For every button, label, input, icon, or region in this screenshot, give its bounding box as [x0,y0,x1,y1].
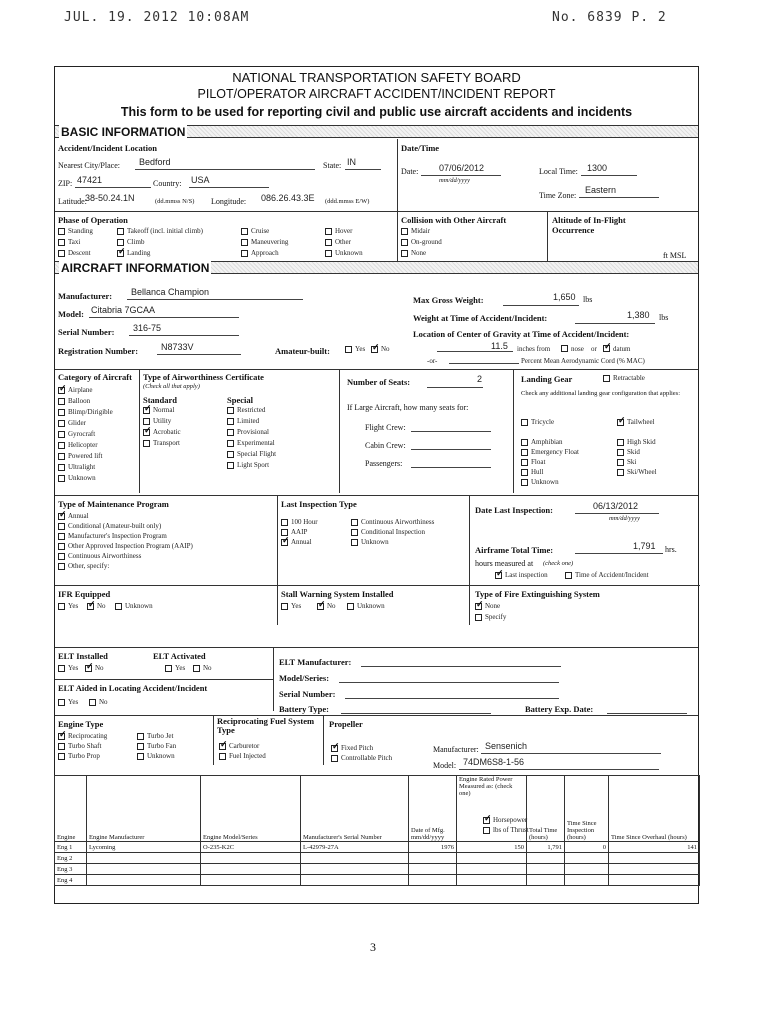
phase-standing-checkbox[interactable] [58,228,65,235]
stall-warning-header: Stall Warning System Installed [281,589,394,599]
phase-landing-checkbox[interactable] [117,250,124,257]
fire-specify-checkbox[interactable] [475,614,482,621]
elt-aided-header: ELT Aided in Locating Accident/Incident [58,683,208,693]
engine-cell-mfr[interactable] [87,853,201,864]
engine-cell-total[interactable] [527,875,565,886]
phase-descent-checkbox[interactable] [58,250,65,257]
elt-aided-no-checkbox[interactable] [89,699,96,706]
phase-approach-checkbox[interactable] [241,250,248,257]
amateur-yes-checkbox[interactable] [345,346,352,353]
category-label: Blimp/Dirigible [68,408,113,416]
engine-cell-serial[interactable]: L-42979-27A [301,842,409,853]
category-header: Category of Aircraft [58,372,132,382]
zip-field[interactable]: 47421 [77,175,103,185]
engine-cell-eng: Eng 4 [55,875,87,886]
collision-header: Collision with Other Aircraft [401,215,507,225]
maint-other-checkbox[interactable] [58,563,65,570]
gear-amphibian-checkbox[interactable] [521,439,528,446]
engine-cell-date[interactable] [409,864,457,875]
ifr-yes-checkbox[interactable] [58,603,65,610]
accident-weight-field[interactable]: 1,380 [627,310,650,320]
latitude-field[interactable]: 38-50.24.1N [85,193,135,203]
airworthiness-header: Type of Airworthiness Certificate [143,372,264,382]
aw-restricted-checkbox[interactable] [227,407,234,414]
ifr-unknown-checkbox[interactable] [115,603,122,610]
phase-unknown-checkbox[interactable] [325,250,332,257]
last-conditional-checkbox[interactable] [351,529,358,536]
fire-none-checkbox[interactable] [475,603,482,610]
location-header: Accident/Incident Location [58,143,157,153]
category-airplane-checkbox[interactable] [58,387,65,394]
fax-datetime: JUL. 19. 2012 10:08AM [64,10,250,25]
engine-unknown-checkbox[interactable] [137,753,144,760]
page-number: 3 [370,940,376,954]
engine-table: Engine Engine Manufacturer Engine Model/Series Manufacturer's Serial Number Date of Mfg. mm/dd/yyyy Engine Rated Power Measured as: (check one) Total Time (hours) Time Since Inspection (hours) Time Since Overhaul (hours) Eng 1 Lycoming O-235-K2C L-42979-27A 1976 150 1,791 0 141 Eng 2 Eng 3 Eng 4 [54,775,700,886]
engine-cell-model[interactable] [201,875,301,886]
prop-controllable-checkbox[interactable] [331,755,338,762]
elt-activated-no-checkbox[interactable] [193,665,200,672]
stall-unknown-checkbox[interactable] [347,603,354,610]
category-label: Gyrocraft [68,430,96,438]
aw-transport-checkbox[interactable] [143,440,150,447]
max-gross-weight-field[interactable]: 1,650 [553,292,576,302]
maint-aaip-checkbox[interactable] [58,543,65,550]
gear-hull-checkbox[interactable] [521,469,528,476]
fire-extinguishing-header: Type of Fire Extinguishing System [475,589,600,599]
maintenance-header: Type of Maintenance Program [58,499,169,509]
gear-emergency-float-checkbox[interactable] [521,449,528,456]
section-aircraft-information: AIRCRAFT INFORMATION [55,261,698,274]
category-label: Helicopter [68,441,98,449]
engine-cell-date[interactable] [409,853,457,864]
engine-cell-serial[interactable] [301,864,409,875]
fuel-carburetor-checkbox[interactable] [219,743,226,750]
city-field[interactable]: Bedford [139,157,171,167]
phase-maneuvering-checkbox[interactable] [241,239,248,246]
phase-hover-checkbox[interactable] [325,228,332,235]
table-row [55,853,700,864]
engine-cell-eng: Eng 3 [55,864,87,875]
datetime-header: Date/Time [401,143,440,153]
phase-header: Phase of Operation [58,215,128,225]
aw-special-flight-checkbox[interactable] [227,451,234,458]
last-100hour-checkbox[interactable] [281,519,288,526]
elt-activated-yes-checkbox[interactable] [165,665,172,672]
category-label: Balloon [68,397,91,405]
maint-annual-checkbox[interactable] [58,513,65,520]
engine-cell-total[interactable]: 1,791 [527,842,565,853]
engine-cell-power[interactable] [457,875,527,886]
table-row [55,842,700,853]
propeller-header: Propeller [329,719,363,729]
landing-gear-header: Landing Gear [521,374,573,384]
engine-cell-mfr[interactable]: Lycoming [87,842,201,853]
form-title-agency: NATIONAL TRANSPORTATION SAFETY BOARD [232,70,521,85]
ifr-header: IFR Equipped [58,589,111,599]
gear-tricycle-checkbox[interactable] [521,419,528,426]
date-field[interactable]: 07/06/2012 [439,163,485,173]
category-helicopter-checkbox[interactable] [58,442,65,449]
aw-experimental-checkbox[interactable] [227,440,234,447]
power-horsepower-checkbox[interactable] [483,817,490,824]
engine-turboshaft-checkbox[interactable] [58,743,65,750]
aw-utility-checkbox[interactable] [143,418,150,425]
category-ultralight-checkbox[interactable] [58,464,65,471]
collision-midair-checkbox[interactable] [401,228,408,235]
power-thrust-checkbox[interactable] [483,827,490,834]
fax-number: No. 6839 P. 2 [552,10,667,25]
gear-unknown-checkbox[interactable] [521,479,528,486]
category-label: Powered lift [68,452,103,460]
gear-ski-wheel-checkbox[interactable] [617,469,624,476]
prop-fixed-checkbox[interactable] [331,745,338,752]
aw-normal-checkbox[interactable] [143,407,150,414]
engine-reciprocating-checkbox[interactable] [58,733,65,740]
engine-cell-insp[interactable] [565,853,609,864]
last-inspection-date-field[interactable]: 06/13/2012 [593,501,639,511]
maint-continuous-checkbox[interactable] [58,553,65,560]
gear-retractable-checkbox[interactable] [603,375,610,382]
aw-limited-checkbox[interactable] [227,418,234,425]
engine-cell-ovh[interactable] [609,864,700,875]
state-field[interactable]: IN [347,157,356,167]
phase-other-checkbox[interactable] [325,239,332,246]
fuel-system-header: Reciprocating Fuel System Type [217,716,315,735]
phase-cruise-checkbox[interactable] [241,228,248,235]
aw-acrobatic-checkbox[interactable] [143,429,150,436]
gear-skid-checkbox[interactable] [617,449,624,456]
engine-cell-mfr[interactable] [87,875,201,886]
hm-time-accident-checkbox[interactable] [565,572,572,579]
table-row [55,875,700,886]
phase-taxi-checkbox[interactable] [58,239,65,246]
local-time-field[interactable]: 1300 [587,163,608,173]
category-label: Ultralight [68,463,96,471]
cg-nose-checkbox[interactable] [561,345,568,352]
category-gyrocraft-checkbox[interactable] [58,431,65,438]
aircraft-manufacturer-field[interactable]: Bellanca Champion [131,287,210,297]
hm-last-inspection-checkbox[interactable] [495,572,502,579]
aw-provisional-checkbox[interactable] [227,429,234,436]
category-blimp-dirigible-checkbox[interactable] [58,409,65,416]
stall-no-checkbox[interactable] [317,603,324,610]
engine-cell-serial[interactable] [301,875,409,886]
engine-cell-power[interactable]: 150 [457,842,527,853]
engine-cell-power[interactable] [457,853,527,864]
prop-manufacturer-field[interactable]: Sensenich [485,741,528,751]
engine-cell-ovh[interactable] [609,853,700,864]
amateur-no-checkbox[interactable] [371,346,378,353]
engine-cell-power[interactable] [457,864,527,875]
airframe-total-time-field[interactable]: 1,791 [633,541,656,551]
engine-cell-insp[interactable] [565,875,609,886]
engine-cell-ovh[interactable] [609,875,700,886]
gear-ski-checkbox[interactable] [617,459,624,466]
engine-cell-model[interactable] [201,864,301,875]
engine-cell-mfr[interactable] [87,864,201,875]
elt-installed-no-checkbox[interactable] [85,665,92,672]
maint-manufacturer-checkbox[interactable] [58,533,65,540]
phase-takeoff-checkbox[interactable] [117,228,124,235]
table-row [55,864,700,875]
engine-cell-total[interactable] [527,864,565,875]
engine-cell-eng: Eng 2 [55,853,87,864]
elt-activated-header: ELT Activated [153,651,206,661]
engine-cell-eng: Eng 1 [55,842,87,853]
collision-none-checkbox[interactable] [401,250,408,257]
engine-cell-ovh[interactable]: 141 [609,842,700,853]
aircraft-model-field[interactable]: Citabria 7GCAA [91,305,156,315]
engine-type-header: Engine Type [58,719,104,729]
gear-high-skid-checkbox[interactable] [617,439,624,446]
section-basic-information: BASIC INFORMATION [55,125,698,138]
last-annual-checkbox[interactable] [281,539,288,546]
engine-cell-model[interactable] [201,853,301,864]
altitude-header: Altitude of In-Flight Occurrence [552,215,626,235]
last-continuous-checkbox[interactable] [351,519,358,526]
registration-field[interactable]: N8733V [161,342,194,352]
engine-turboprop-checkbox[interactable] [58,753,65,760]
maint-conditional-checkbox[interactable] [58,523,65,530]
cg-datum-checkbox[interactable] [603,345,610,352]
last-unknown-checkbox[interactable] [351,539,358,546]
engine-cell-total[interactable] [527,853,565,864]
category-powered-lift-checkbox[interactable] [58,453,65,460]
engine-turbofan-checkbox[interactable] [137,743,144,750]
phase-climb-checkbox[interactable] [117,239,124,246]
category-label: Airplane [68,386,93,394]
form-title-report: PILOT/OPERATOR AIRCRAFT ACCIDENT/INCIDENT REPORT [197,87,556,101]
power-measured-header: Engine Rated Power Measured as: (check one) [457,776,527,842]
engine-cell-insp[interactable]: 0 [565,842,609,853]
collision-onground-checkbox[interactable] [401,239,408,246]
last-inspection-header: Last Inspection Type [281,499,357,509]
gear-float-checkbox[interactable] [521,459,528,466]
category-label: Unknown [68,474,96,482]
form-title-usage: This form to be used for reporting civil and public use aircraft accidents and incidents [120,105,633,119]
engine-cell-date[interactable]: 1976 [409,842,457,853]
fuel-injected-checkbox[interactable] [219,753,226,760]
aircraft-serial-field[interactable]: 316-75 [133,323,162,333]
category-unknown-checkbox[interactable] [58,475,65,482]
country-field[interactable]: USA [191,175,210,185]
aw-light-sport-checkbox[interactable] [227,462,234,469]
ifr-no-checkbox[interactable] [87,603,94,610]
timezone-field[interactable]: Eastern [585,185,617,195]
seats-field[interactable]: 2 [477,374,483,384]
engine-turbojet-checkbox[interactable] [137,733,144,740]
engine-cell-date[interactable] [409,875,457,886]
elt-aided-yes-checkbox[interactable] [58,699,65,706]
prop-model-field[interactable]: 74DM6S8-1-56 [463,757,525,767]
stall-yes-checkbox[interactable] [281,603,288,610]
report-form: NATIONAL TRANSPORTATION SAFETY BOARD PILOT/OPERATOR AIRCRAFT ACCIDENT/INCIDENT REPORT This form to be used for reporting civil and public use aircraft accidents and incidents BASIC INFORMATION Accident/Incident Location Nearest City/Place: Bedford State: IN ZIP: 47421 Country: USA Latitude: 38-50.24.1N (dd.mmss N/S) Longitude: 086.26.43.3E (ddd.mmss E/W) Date/Time Date: 07/06/2012 mm/dd/yyyy Local Time: 1300 Time Zone: Eastern Phase of Operation Standing Taxi Descent Takeoff (incl. initial climb) Climb ✓ Landing Cruise Maneuvering Approach Hover Other Unknown Collision with Other Aircraft Midair On-ground None Altitude of In-Flight Occurrence ft MSL AIRCRAFT INFORMATION Manufacturer: Bellanca Champion Model: Citabria 7GCAA Serial Number: 316-75 Registration Number: N8733V Amateur-built: Yes ✓ No Max Gross Weight: 1,650 lbs Weight at Time of Accident/Incident: 1,380 lbs Location of Center of Gravity at Time of Accident/Incident: 11.5 inches from nose or ✓ datum -or- Percent Mean Aerodynamic Cord (% MAC) Category of Aircraft Type of Airworthiness Certificate (Check all that apply) Standard Special ✓ Normal Utility ✓ Acrobatic Transport Restricted Limited Provisional Experimental Special Flight Light Sport Number of Seats: 2 If Large Aircraft, how many seats for: Flight Crew: Cabin Crew: Passengers: Landing Gear Retractable Check any additional landing gear configuration that applies: Tricycle ✓ Tailwheel Amphibian High Skid Emergency Float Skid Float Ski Hull Ski/Wheel Unknown Type of Maintenance Program ✓ Annual Conditional (Amateur-built only) Manufacturer's Inspection Program Other Approved Inspection Program (AAIP) Continuous Airworthiness Other, specify: Last Inspection Type 100 Hour AAIP ✓ Annual Continuous Airworthiness Conditional Inspection Unknown Date Last Inspection: 06/13/2012 mm/dd/yyyy Airframe Total Time: 1,791 hrs. hours measured at (check one) ✓ Last inspection Time of Accident/Incident IFR Equipped Yes ✓ No Unknown Stall Warning System Installed Yes ✓ No Unknown Type of Fire Extinguishing System ✓ None Specify ELT Installed Yes ✓ No ELT Activated Yes No ELT Aided in Locating Accident/Incident Yes No ELT Manufacturer: Model/Series: Serial Number: Battery Type: Battery Exp. Date: Engine Type ✓ Reciprocating Turbo Shaft Turbo Prop Turbo Jet Turbo Fan Unknown Reciprocating Fuel System Type ✓ Carburetor Fuel Injected Propeller ✓ Fixed Pitch Controllable Pitch Manufacturer: Sensenich Model: 74DM6S8-1-56 Engine Engine Manufacturer Engine Model/Series Manufacturer's Serial Number Date of Mfg. mm/dd/yyyy Engine Rated Power Measured as: (check one) Total Time (hours) Time Since Inspection (hours) Time Since Overhaul (hours) Eng 1 Lycoming O-235-K2C L-42979-27A 1976 150 1,791 0 141 Eng 2 Eng 3 Eng 4 ✓ Horsepower lbs of Thrust ✓ Airplane Balloon Blimp/Dirigible Glider Gyrocraft Helicopter Powered lift Ultralight Unknown [54,66,699,904]
engine-cell-model[interactable]: O-235-K2C [201,842,301,853]
elt-installed-header: ELT Installed [58,651,108,661]
elt-installed-yes-checkbox[interactable] [58,665,65,672]
category-balloon-checkbox[interactable] [58,398,65,405]
engine-cell-insp[interactable] [565,864,609,875]
engine-cell-serial[interactable] [301,853,409,864]
cg-field[interactable]: 11.5 [491,341,508,351]
category-glider-checkbox[interactable] [58,420,65,427]
category-label: Glider [68,419,86,427]
gear-tailwheel-checkbox[interactable] [617,419,624,426]
longitude-field[interactable]: 086.26.43.3E [261,193,315,203]
